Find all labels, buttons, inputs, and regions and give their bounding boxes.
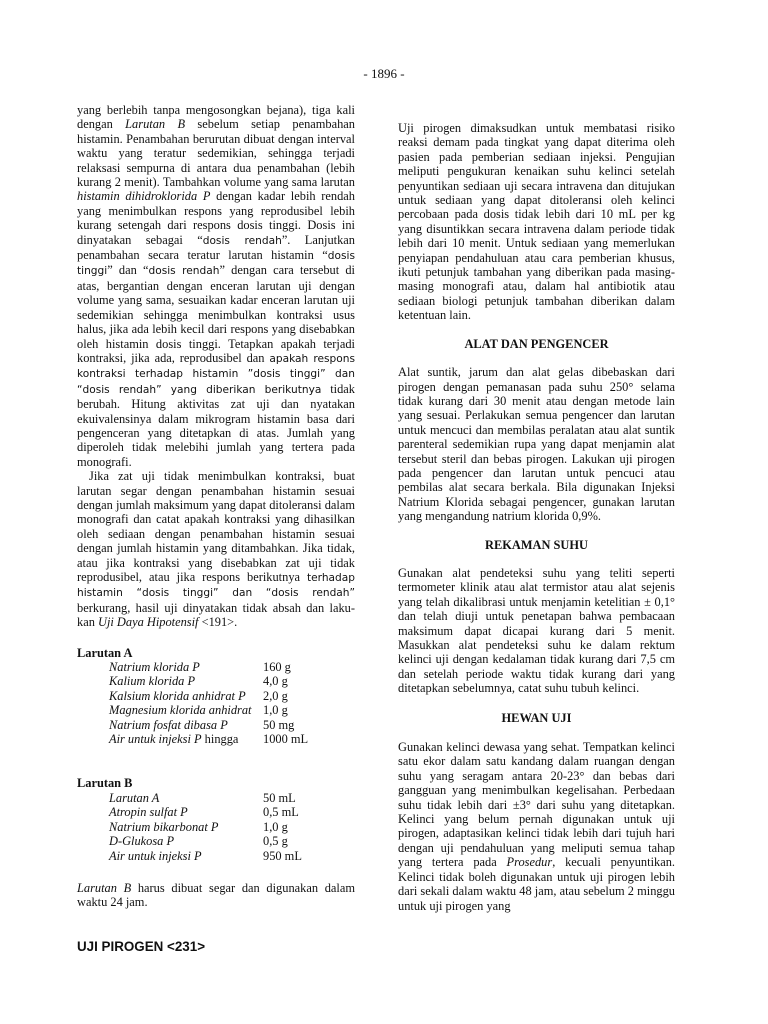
formula-row: Air untuk injeksi P hingga 1000 mL — [109, 732, 309, 747]
formula-row: Atropin sulfat P 0,5 mL — [109, 805, 299, 820]
paragraph-histamine-procedure: yang berlebih tanpa mengosongkan bejana), tiga kali dengan Larutan B sebelum setiap penambahan histamin. Penambahan berurutan dibuat dengan interval waktu yang teratur sedemikian, sehingga terjadi relaksasi sempurna di antara dua penambahan (lebih kurang 2 menit). Tambahkan volume yang sama larutan histamin dihidroklorida P dengan kadar lebih rendah yang menimbulkan respons yang reprodusibel lebih kurang setengah dari respons dosis tinggi. Dosis ini dinyatakan sebagai “dosis rendah”. Lanjutkan penambahan secara teratur larutan histamin “dosis tinggi” dan “dosis rendah” dengan cara tersebut di atas, bergantian dengan enceran larutan uji dengan volume yang sama, sesuaikan kadar enceran larutan uji sedemikian sehingga menimbulkan kontraksi usus halus, jika ada lebih kecil dari respons yang disebabkan oleh histamin dosis tinggi. Tetapkan apakah terjadi kontraksi, jika ada, reprodusibel dan apakah respons kontraksi terhadap histamin ”dosis tinggi” dan “dosis rendah” yang diberikan berikutnya tidak berubah. Hitung aktivitas zat uji dan nyatakan ekuivalensinya dalam mikrogram histamin basa dari pengenceran yang ditetapkan di atas. Jumlah yang diperoleh tidak melebihi jumlah yang tertera pada monografi. — [77, 103, 356, 469]
formula-row: Kalium klorida P 4,0 g — [109, 674, 288, 689]
larutan-b-formula — [77, 791, 355, 863]
larutan-a-title: Larutan A — [77, 645, 133, 660]
formula-row: D-Glukosa P 0,5 g — [109, 834, 288, 849]
paragraph-pyrogen-intro: Uji pirogen dimaksudkan untuk membatasi risiko reaksi demam pada tingkat yang dapat diterima oleh pasien pada pemberian sediaan injeksi. Pengujian meliputi pengukuran kenaikan suhu kelinci setelah penyuntikan sediaan uji secara intravena dan ditujukan untuk sediaan yang dapat ditoleransi oleh kelinci percobaan pada dosis tidak lebih dari 10 mL per kg yang disuntikkan secara intravena dalam periode tidak lebih dari 10 menit. Untuk sediaan yang memerlukan penyiapan pendahuluan atau cara pemberian khusus, ikuti petunjuk tambahan yang diberikan pada masing-masing monografi atau, dalam hal antibiotik atau sediaan biologi petunjuk tambahan diberikan dalam ketentuan lain. — [398, 121, 675, 323]
right-column — [398, 121, 675, 913]
paragraph-no-contraction: Jika zat uji tidak menimbulkan kontraksi, buat larutan segar dengan penambahan histamin sesuai dengan jumlah maksimum yang dapat ditoleransi dalam monografi dan catat apakah kontraksi yang dihasilkan oleh sediaan dengan penambahan histamin sesuai dengan jumlah histamin yang ditambahkan. Jika tidak, atau jika kontraksi yang disebabkan zat uji tidak reprodusibel, atau jika respons berikutnya terhadap histamin “dosis tinggi” dan “dosis rendah” berkurang, hasil uji dinyatakan tidak absah dan laku-kan Uji Daya Hipotensif <191>. — [77, 469, 355, 630]
formula-row: Kalsium klorida anhidrat P 2,0 g — [109, 688, 288, 703]
paragraph-hewan: Gunakan kelinci dewasa yang sehat. Tempatkan kelinci satu ekor dalam satu kandang dalam ruangan dengan suhu yang seragam antara 20-23° dan bebas dari gangguan yang menimbulkan kegelisahan. Perbedaan suhu tidak lebih dari ±3° dari suhu yang ditetapkan. Kelinci yang belum pernah digunakan untuk uji pirogen, adaptasikan kelinci tidak lebih dari tujuh hari dengan uji pendahuluan yang meliputi semua tahap yang tertera pada Prosedur, kecuali penyuntikan. Kelinci tidak boleh digunakan untuk uji pirogen lebih dari sekali dalam waktu 48 jam, atau sebelum 2 minggu untuk uji pirogen yang — [398, 740, 676, 913]
larutan-b-title: Larutan B — [77, 776, 133, 791]
left-column — [77, 103, 355, 954]
alat-heading: ALAT DAN PENGENCER — [464, 336, 609, 351]
paragraph-rekaman: Gunakan alat pendeteksi suhu yang teliti seperti termometer klinik atau alat termistor atau alat sejenis yang telah dikalibrasi untuk menjamin ketelitian ± 0,1° dan telah diuji untuk penetapan bahwa pembacaan maksimum dapat dicapai kurang dari 5 menit. Masukkan alat pendeteksi suhu ke dalam rektum kelinci uji dengan kedalaman tidak kurang dari 7,5 cm dan setelah periode waktu tidak kurang dari yang ditetapkan sebelumnya, catat suhu tubuh kelinci. — [398, 565, 675, 696]
hewan-heading: HEWAN UJI — [501, 710, 572, 725]
page-number: - 1896 - — [363, 66, 405, 81]
formula-row: Natrium klorida P 160 g — [109, 660, 291, 675]
formula-row: Larutan A 50 mL — [109, 790, 296, 805]
formula-row: Air untuk injeksi P 950 mL — [109, 848, 302, 863]
formula-row: Natrium fosfat dibasa P 50 mg — [109, 717, 295, 732]
larutan-a-formula — [77, 660, 355, 746]
rekaman-heading: REKAMAN SUHU — [485, 537, 588, 552]
larutan-b-note: Larutan B harus dibuat segar dan digunakan dalam waktu 24 jam. — [77, 880, 355, 910]
formula-row: Magnesium klorida anhidrat 1,0 g — [109, 703, 288, 718]
formula-row: Natrium bikarbonat P 1,0 g — [109, 819, 288, 834]
uji-pirogen-heading: UJI PIROGEN <231> — [77, 938, 206, 954]
paragraph-alat: Alat suntik, jarum dan alat gelas dibebaskan dari pirogen dengan pemanasan pada suhu 250° selama tidak kurang dari 30 menit atau dengan metode lain yang sesuai. Perlakukan semua pengencer dan larutan untuk mencuci dan membilas peralatan atau alat suntik parenteral sedemikian rupa yang dapat menjamin alat tersebut steril dan bebas pirogen. Lakukan uji pirogen pada pengencer dan larutan untuk pencuci atau pembilas alat secara berkala. Bila digunakan Injeksi Natrium Klorida sebagai pengencer, gunakan larutan yang mengandung natrium klorida 0,9%. — [398, 365, 675, 524]
